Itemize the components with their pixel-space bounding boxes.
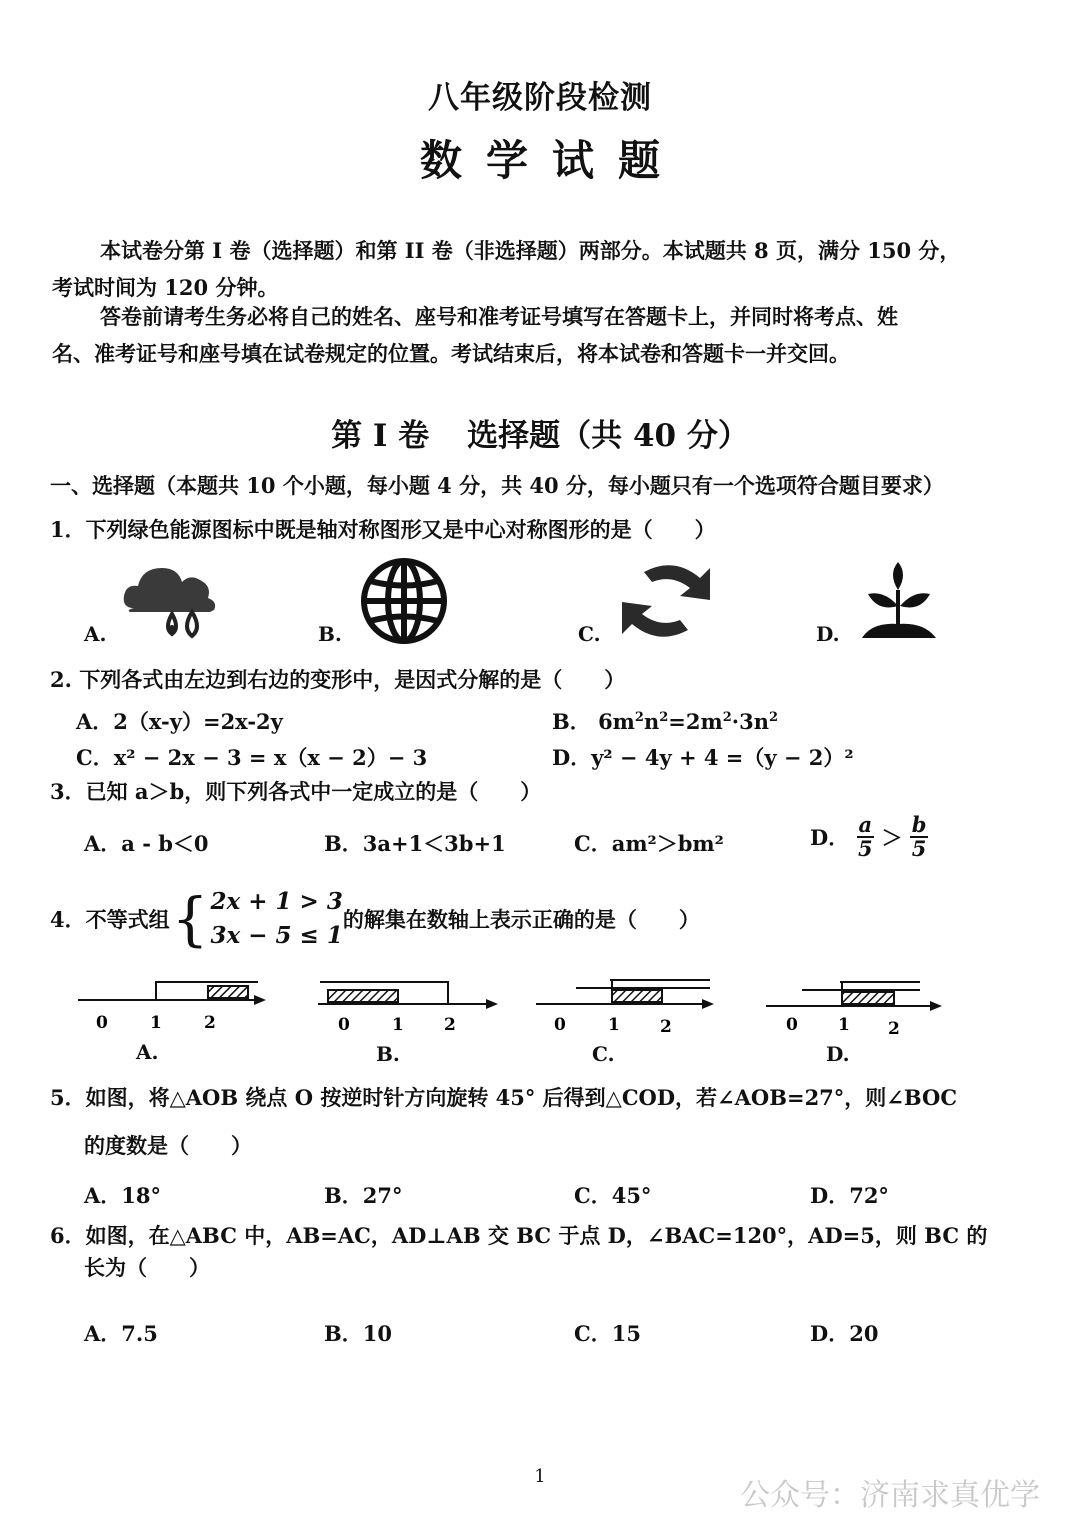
tick-2: 2 (888, 1019, 900, 1039)
q2-option-c: C．x² − 2x − 3 = x（x − 2）− 3 (76, 745, 428, 770)
q3-option-a: A．a - b＜0 (84, 831, 209, 856)
page-number: 1 (534, 1466, 546, 1487)
tick-0: 0 (786, 1015, 798, 1035)
section-heading (0, 410, 1080, 455)
q5-option-a: A．18° (84, 1183, 162, 1208)
cloud-rain-icon (120, 560, 220, 642)
tick-1: 1 (150, 1013, 162, 1033)
section-name: 选择题（共 40 分） (467, 418, 749, 454)
q5-option-d: D．72° (810, 1183, 889, 1208)
globe-icon (356, 556, 452, 646)
instructions-p2-line1: 答卷前请考生务必将自己的姓名、座号和准考证号填写在答题卡上，并同时将考点、姓 (100, 304, 898, 329)
tick-0: 0 (554, 1015, 566, 1035)
instructions-p1-line1: 本试卷分第 I 卷（选择题）和第 II 卷（非选择题）两部分。本试题共 8 页，满分 150 分， (100, 238, 961, 263)
q3-option-b: B．3a+1＜3b+1 (324, 831, 506, 856)
q4-inequality-system (211, 885, 343, 953)
number-line-c (536, 980, 714, 1037)
q4-stem-prefix: 4．不等式组 (50, 907, 170, 932)
q3-option-d-label: D． (810, 825, 850, 850)
question-6-stem-line2: 长为（ ） (84, 1255, 210, 1280)
q1-option-a-label: A. (84, 622, 107, 646)
tick-2: 2 (204, 1013, 216, 1033)
q2b-p6: ·3n (731, 709, 769, 734)
q4-inequality-2: 3x − 5 ≤ 1 (210, 922, 343, 949)
q6-option-b: B．10 (324, 1321, 392, 1346)
q6-option-c: C．15 (574, 1321, 641, 1346)
instructions-paragraph-2 (52, 298, 1052, 372)
part1-heading: 一、选择题（本题共 10 个小题，每小题 4 分，共 40 分，每小题只有一个选项符合题目要求） (50, 473, 944, 498)
tick-0: 0 (96, 1013, 108, 1033)
section-volume: 第 I 卷 (331, 418, 430, 454)
q2b-p5: 2 (722, 710, 732, 725)
q1-option-d-label: D. (816, 622, 840, 646)
question-2-stem: 2. 下列各式由左边到右边的变形中，是因式分解的是（ ） (50, 667, 626, 692)
q1-option-c-label: C. (578, 622, 601, 646)
number-line-b (318, 982, 498, 1035)
recycle-arrows-icon (614, 560, 718, 642)
q3-relation: ＞ (881, 825, 903, 850)
q1-option-b-label: B. (318, 622, 342, 646)
exam-title: 数学试题 (419, 136, 684, 185)
q2-option-d: D．y² − 4y + 4 =（y − 2）² (552, 745, 854, 770)
tick-0: 0 (338, 1015, 350, 1035)
q2b-p2: n (643, 709, 660, 734)
exam-subtitle: 八年级阶段检测 (428, 80, 652, 116)
tick-2: 2 (444, 1015, 456, 1035)
q4-brace: { (171, 885, 209, 953)
question-1-stem: 1．下列绿色能源图标中既是轴对称图形又是中心对称图形的是（ ） (50, 517, 716, 542)
question-4-stem (50, 884, 700, 954)
q2-option-b (552, 706, 778, 736)
tick-2: 2 (660, 1017, 672, 1037)
q6-option-d: D．20 (810, 1321, 879, 1346)
q2b-p0: 6m (598, 709, 635, 734)
number-line-a (78, 982, 266, 1033)
question-5-stem-line1: 5．如图，将△AOB 绕点 O 按逆时针方向旋转 45° 后得到△COD，若∠AOB=27°，则∠BOC (50, 1085, 958, 1110)
frac2-den: 5 (911, 836, 927, 861)
question-5-stem-line2: 的度数是（ ） (84, 1133, 252, 1158)
q4-option-d-label: D. (826, 1042, 850, 1066)
number-line-d (766, 982, 942, 1039)
q6-option-a: A．7.5 (84, 1321, 158, 1346)
q4-stem-suffix: 的解集在数轴上表示正确的是（ ） (342, 907, 700, 932)
q3-option-d (810, 814, 928, 860)
q2-option-a: A．2（x-y）=2x-2y (76, 709, 283, 734)
instructions-paragraph-1 (52, 232, 1052, 306)
q2b-p7: 2 (768, 710, 779, 725)
question-3-stem: 3．已知 a＞b，则下列各式中一定成立的是（ ） (50, 779, 542, 804)
watermark: 公众号：济南求真优学 (740, 1478, 1040, 1513)
q4-option-a-label: A. (136, 1040, 159, 1064)
q2b-p3: 2 (659, 710, 669, 725)
tick-1: 1 (392, 1015, 404, 1035)
q5-option-b: B．27° (324, 1183, 403, 1208)
q4-option-b-label: B. (376, 1042, 400, 1066)
q3-fraction-b-over-5 (910, 814, 929, 860)
instructions-p1-line2: 考试时间为 120 分钟。 (52, 275, 279, 300)
frac1-num: a (858, 812, 873, 837)
question-6-stem-line1: 6．如图，在△ABC 中，AB=AC，AD⊥AB 交 BC 于点 D，∠BAC=120°，AD=5，则 BC 的 (50, 1223, 988, 1248)
q5-option-c: C．45° (574, 1183, 652, 1208)
frac2-num: b (911, 812, 927, 837)
q4-option-c-label: C. (592, 1042, 615, 1066)
tick-1: 1 (838, 1015, 850, 1035)
sprout-icon (858, 560, 940, 642)
frac1-den: 5 (858, 836, 873, 861)
instructions-p2-line2: 名、准考证号和座号填在试卷规定的位置。考试结束后，将本试卷和答题卡一并交回。 (52, 341, 850, 366)
q2-option-b-label: B． (552, 709, 591, 734)
q4-inequality-1: 2x + 1 > 3 (210, 888, 343, 915)
q2b-p4: =2m (668, 709, 723, 734)
q3-option-c: C．am²＞bm² (574, 831, 724, 856)
tick-1: 1 (608, 1015, 620, 1035)
q4-number-lines (70, 968, 990, 1068)
q3-fraction-a-over-5 (857, 814, 875, 860)
q2b-p1: 2 (634, 710, 644, 725)
